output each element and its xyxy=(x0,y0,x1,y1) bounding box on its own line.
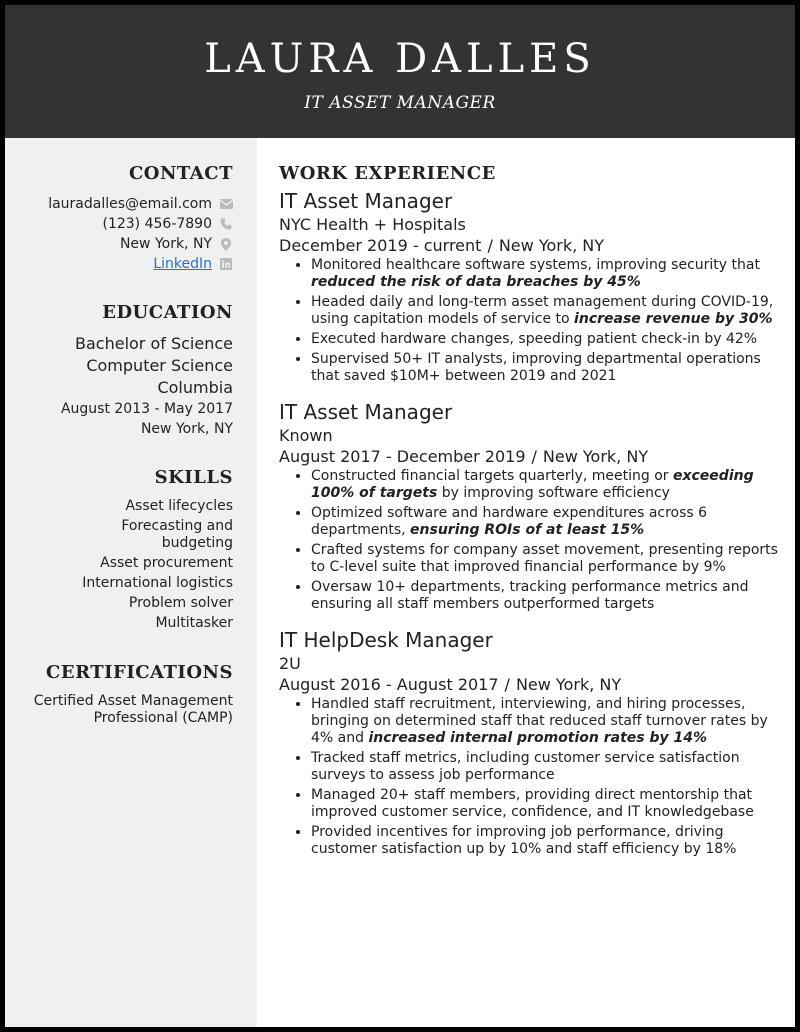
job-entry xyxy=(279,399,779,613)
job-company: NYC Health + Hospitals xyxy=(279,215,466,234)
candidate-name: LAURA DALLES xyxy=(204,36,596,82)
bullet-highlight: increased internal promotion rates by 14% xyxy=(368,730,708,746)
linkedin-icon xyxy=(219,257,233,271)
job-list xyxy=(279,188,779,858)
skill-item: International logistics xyxy=(82,575,233,591)
job-dates: December 2019 - current xyxy=(279,236,482,255)
skill-item: Forecasting and budgeting xyxy=(121,518,233,551)
job-bullets xyxy=(279,468,779,613)
education-section xyxy=(13,301,233,439)
job-bullet xyxy=(311,750,779,784)
bullet-text: Crafted systems for company asset movement, presenting reports to C-level suite that improved financial performance by 9% xyxy=(311,542,778,575)
job-bullets xyxy=(279,696,779,858)
bullet-text: Monitored healthcare software systems, improving security that xyxy=(311,257,760,273)
bullet-text: Oversaw 10+ departments, tracking performance metrics and ensuring all staff members outperformed targets xyxy=(311,579,749,612)
skill-item: Problem solver xyxy=(128,595,233,611)
bullet-text: Provided incentives for improving job performance, driving customer satisfaction up by 10% and staff efficiency by 18% xyxy=(311,824,737,857)
skills-section xyxy=(13,466,233,635)
bullet-text: Supervised 50+ IT analysts, improving departmental operations that saved $10M+ between 2019 and 2021 xyxy=(311,351,761,384)
education-location: New York, NY xyxy=(140,421,233,437)
job-location: New York, NY xyxy=(498,236,605,255)
skill-item: Asset procurement xyxy=(100,555,233,571)
job-bullet xyxy=(311,824,779,858)
education-degree: Bachelor of Science xyxy=(75,334,233,353)
skill-item: Multitasker xyxy=(155,615,233,631)
job-location: New York, NY xyxy=(515,675,622,694)
contact-location: New York, NY xyxy=(119,236,212,252)
bullet-highlight: increase revenue by 30% xyxy=(574,311,773,327)
job-bullet xyxy=(311,542,779,576)
job-bullet xyxy=(311,505,779,539)
education-dates: August 2013 - May 2017 xyxy=(60,401,233,417)
education-field: Computer Science xyxy=(86,356,233,375)
bullet-text: Constructed financial targets quarterly, meeting or xyxy=(311,468,673,484)
envelope-icon xyxy=(219,197,233,211)
bullet-text: Managed 20+ staff members, providing direct mentorship that improved customer service, confidence, and IT knowledgebase xyxy=(311,787,754,820)
job-bullet xyxy=(311,787,779,821)
job-title: IT HelpDesk Manager xyxy=(279,628,493,652)
bullet-highlight: reduced the risk of data breaches by 45% xyxy=(311,274,641,290)
job-bullets xyxy=(279,257,779,385)
contact-email-row xyxy=(13,194,233,214)
job-dates: August 2017 - December 2019 xyxy=(279,447,526,466)
bullet-text: Executed hardware changes, speeding patient check-in by 42% xyxy=(311,331,758,347)
job-meta xyxy=(279,235,779,256)
contact-phone[interactable]: (123) 456-7890 xyxy=(102,216,212,232)
bullet-highlight: ensuring ROIs of at least 15% xyxy=(410,522,645,538)
phone-icon xyxy=(219,217,233,231)
certifications-section xyxy=(13,661,233,727)
contact-linkedin-row xyxy=(13,254,233,274)
certifications-heading: CERTIFICATIONS xyxy=(46,662,233,683)
linkedin-link[interactable]: LinkedIn xyxy=(153,256,212,272)
job-bullet xyxy=(311,294,779,328)
skill-item: Asset lifecycles xyxy=(125,498,233,514)
job-bullet xyxy=(311,331,779,348)
job-entry xyxy=(279,627,779,858)
job-location: New York, NY xyxy=(542,447,649,466)
job-bullet xyxy=(311,257,779,291)
job-meta xyxy=(279,446,779,467)
education-school: Columbia xyxy=(157,378,233,397)
job-bullet xyxy=(311,696,779,747)
job-title: IT Asset Manager xyxy=(279,400,453,424)
resume-page xyxy=(5,5,795,1027)
contact-phone-row xyxy=(13,214,233,234)
contact-email[interactable]: lauradalles@email.com xyxy=(48,196,212,212)
sidebar xyxy=(5,138,257,1027)
bullet-text: Tracked staff metrics, including customer service satisfaction surveys to assess job performance xyxy=(311,750,740,783)
job-bullet xyxy=(311,351,779,385)
job-meta-separator: / xyxy=(531,447,537,466)
job-entry xyxy=(279,188,779,385)
bullet-text: Headed daily and long-term asset management during COVID-19, using capitation models of service to xyxy=(311,294,774,327)
job-bullet xyxy=(311,468,779,502)
work-experience-heading: WORK EXPERIENCE xyxy=(279,163,496,184)
job-dates: August 2016 - August 2017 xyxy=(279,675,499,694)
job-company: Known xyxy=(279,426,333,445)
bullet-text: Optimized software and hardware expenditures across 6 departments, xyxy=(311,505,708,538)
resume-header xyxy=(5,5,795,138)
job-meta xyxy=(279,674,779,695)
contact-section xyxy=(13,162,233,274)
job-meta-separator: / xyxy=(504,675,510,694)
bullet-highlight: exceeding 100% of targets xyxy=(311,468,754,501)
map-pin-icon xyxy=(219,237,233,251)
education-heading: EDUCATION xyxy=(102,302,233,323)
job-company: 2U xyxy=(279,654,301,673)
job-meta-separator: / xyxy=(487,236,493,255)
work-experience-section xyxy=(279,162,779,861)
job-bullet xyxy=(311,579,779,613)
candidate-headline: IT ASSET MANAGER xyxy=(304,93,496,113)
bullet-text: Handled staff recruitment, interviewing, and hiring processes, bringing on determined staff that reduced staff turnover rates by 4% and xyxy=(311,696,768,746)
contact-location-row xyxy=(13,234,233,254)
job-title: IT Asset Manager xyxy=(279,189,453,213)
skills-heading: SKILLS xyxy=(154,467,233,488)
contact-heading: CONTACT xyxy=(128,163,233,184)
bullet-text-after: by improving software efficiency xyxy=(437,485,670,501)
certification-item: Certified Asset Management Professional (CAMP) xyxy=(33,693,233,726)
